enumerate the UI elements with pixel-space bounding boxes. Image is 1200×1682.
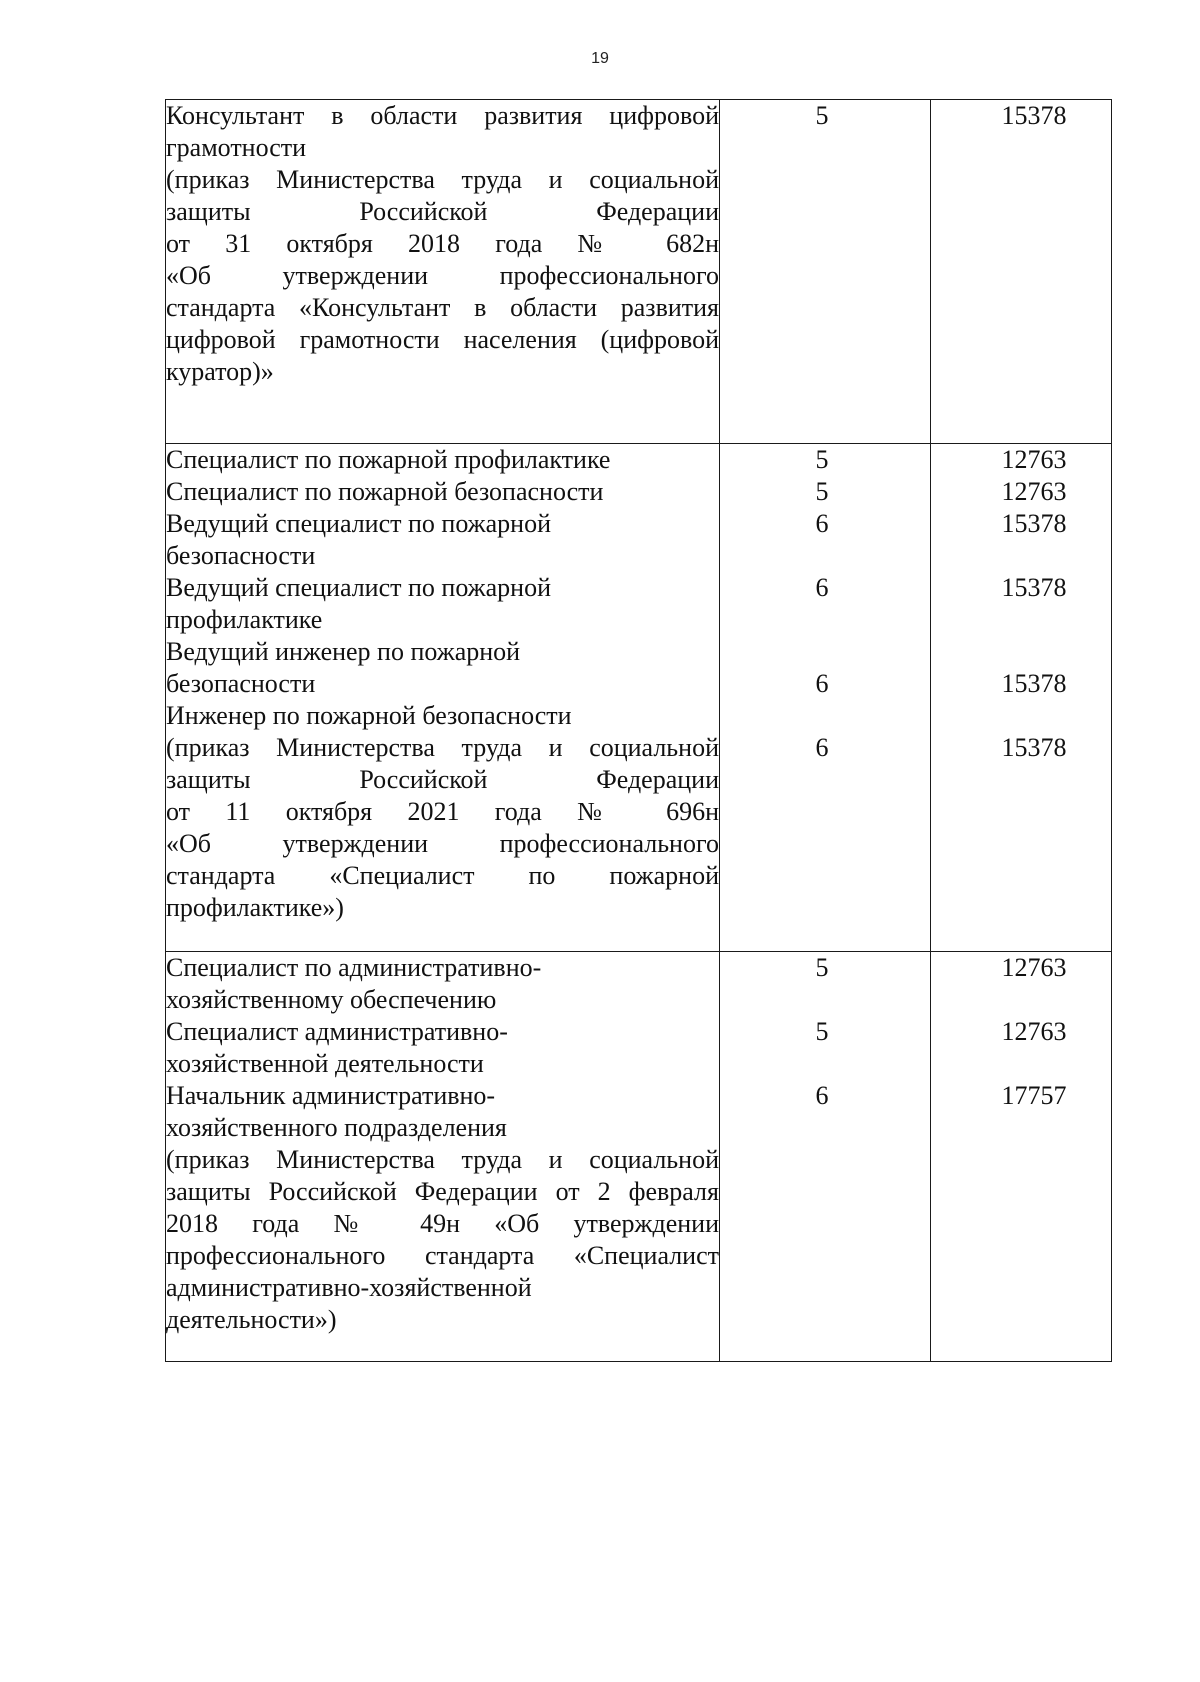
qualification-level-cell — [720, 100, 931, 444]
position-line: защиты Российской Федерации от 2 февраля — [166, 1177, 719, 1206]
position-line: Специалист по пожарной профилактике — [166, 445, 611, 474]
blank-line — [957, 636, 1111, 668]
salary-value: 12763 — [1001, 445, 1067, 474]
position-line: деятельности») — [166, 1305, 337, 1334]
position-line: «Об утверждении профессионального — [166, 829, 719, 858]
position-line: куратор)» — [166, 357, 274, 386]
position-line: Ведущий специалист по пожарной — [166, 573, 552, 602]
qualification-level: 5 — [815, 445, 829, 474]
qualification-level: 5 — [815, 1017, 829, 1046]
position-line: Ведущий инженер по пожарной — [166, 637, 521, 666]
position-line: от 11 октября 2021 года № 696н — [166, 797, 719, 826]
page-number: 19 — [591, 50, 609, 67]
position-line: хозяйственному обеспечению — [166, 985, 497, 1014]
salary-value: 15378 — [1001, 669, 1067, 698]
position-line: стандарта «Консультант в области развития — [166, 293, 719, 322]
position-line: Начальник административно- — [166, 1081, 496, 1110]
salary-value: 17757 — [1001, 1081, 1067, 1110]
position-line: (приказ Министерства труда и социальной — [166, 1145, 719, 1174]
blank-line — [720, 604, 924, 636]
salary-cell — [931, 444, 1112, 952]
blank-line — [720, 984, 924, 1016]
position-line: «Об утверждении профессионального — [166, 261, 719, 290]
table-row — [166, 100, 1112, 444]
position-line: стандарта «Специалист по пожарной — [166, 861, 719, 890]
position-line: административно-хозяйственной — [166, 1273, 532, 1302]
position-line: 2018 года № 49н «Об утверждении — [166, 1209, 719, 1238]
salary-value: 12763 — [1001, 953, 1067, 982]
position-line: Консультант в области развития цифровой — [166, 101, 719, 130]
position-cell — [166, 100, 720, 444]
qualification-level: 5 — [815, 953, 829, 982]
blank-line — [957, 700, 1111, 732]
table-row — [166, 952, 1112, 1362]
qualification-level: 5 — [815, 477, 829, 506]
position-line: защиты Российской Федерации — [166, 197, 719, 226]
qualification-level-cell — [720, 952, 931, 1362]
blank-line — [720, 1048, 924, 1080]
position-line: Специалист по пожарной безопасности — [166, 477, 604, 506]
position-line: Инженер по пожарной безопасности — [166, 701, 572, 730]
position-line: профилактике — [166, 605, 323, 634]
position-line: профилактике») — [166, 893, 344, 922]
qualification-level: 6 — [815, 733, 829, 762]
position-line: (приказ Министерства труда и социальной — [166, 733, 719, 762]
position-line: Специалист административно- — [166, 1017, 508, 1046]
position-cell — [166, 952, 720, 1362]
blank-line — [957, 984, 1111, 1016]
table-row — [166, 444, 1112, 952]
blank-line — [957, 540, 1111, 572]
salary-table — [165, 99, 1112, 1362]
position-line: Ведущий специалист по пожарной — [166, 509, 552, 538]
salary-value: 15378 — [1001, 733, 1067, 762]
blank-line — [957, 604, 1111, 636]
salary-cell — [931, 952, 1112, 1362]
position-line: хозяйственного подразделения — [166, 1113, 507, 1142]
position-line: грамотности — [166, 133, 307, 162]
qualification-level: 6 — [815, 509, 829, 538]
qualification-level: 5 — [815, 101, 829, 130]
position-line: (приказ Министерства труда и социальной — [166, 165, 719, 194]
blank-line — [720, 700, 924, 732]
position-line: хозяйственной деятельности — [166, 1049, 484, 1078]
blank-line — [957, 1048, 1111, 1080]
salary-cell — [931, 100, 1112, 444]
qualification-level: 6 — [815, 573, 829, 602]
salary-value: 15378 — [1001, 101, 1067, 130]
blank-line — [720, 636, 924, 668]
position-line: защиты Российской Федерации — [166, 765, 719, 794]
position-cell — [166, 444, 720, 952]
position-line: профессионального стандарта «Специалист — [166, 1241, 719, 1270]
position-line: безопасности — [166, 669, 316, 698]
position-line: цифровой грамотности населения (цифровой — [166, 325, 719, 354]
salary-value: 15378 — [1001, 573, 1067, 602]
position-line: Специалист по административно- — [166, 953, 542, 982]
salary-value: 12763 — [1001, 477, 1067, 506]
blank-line — [720, 540, 924, 572]
qualification-level: 6 — [815, 1081, 829, 1110]
position-line: от 31 октября 2018 года № 682н — [166, 229, 719, 258]
qualification-level-cell — [720, 444, 931, 952]
salary-value: 12763 — [1001, 1017, 1067, 1046]
salary-value: 15378 — [1001, 509, 1067, 538]
position-line: безопасности — [166, 541, 316, 570]
qualification-level: 6 — [815, 669, 829, 698]
